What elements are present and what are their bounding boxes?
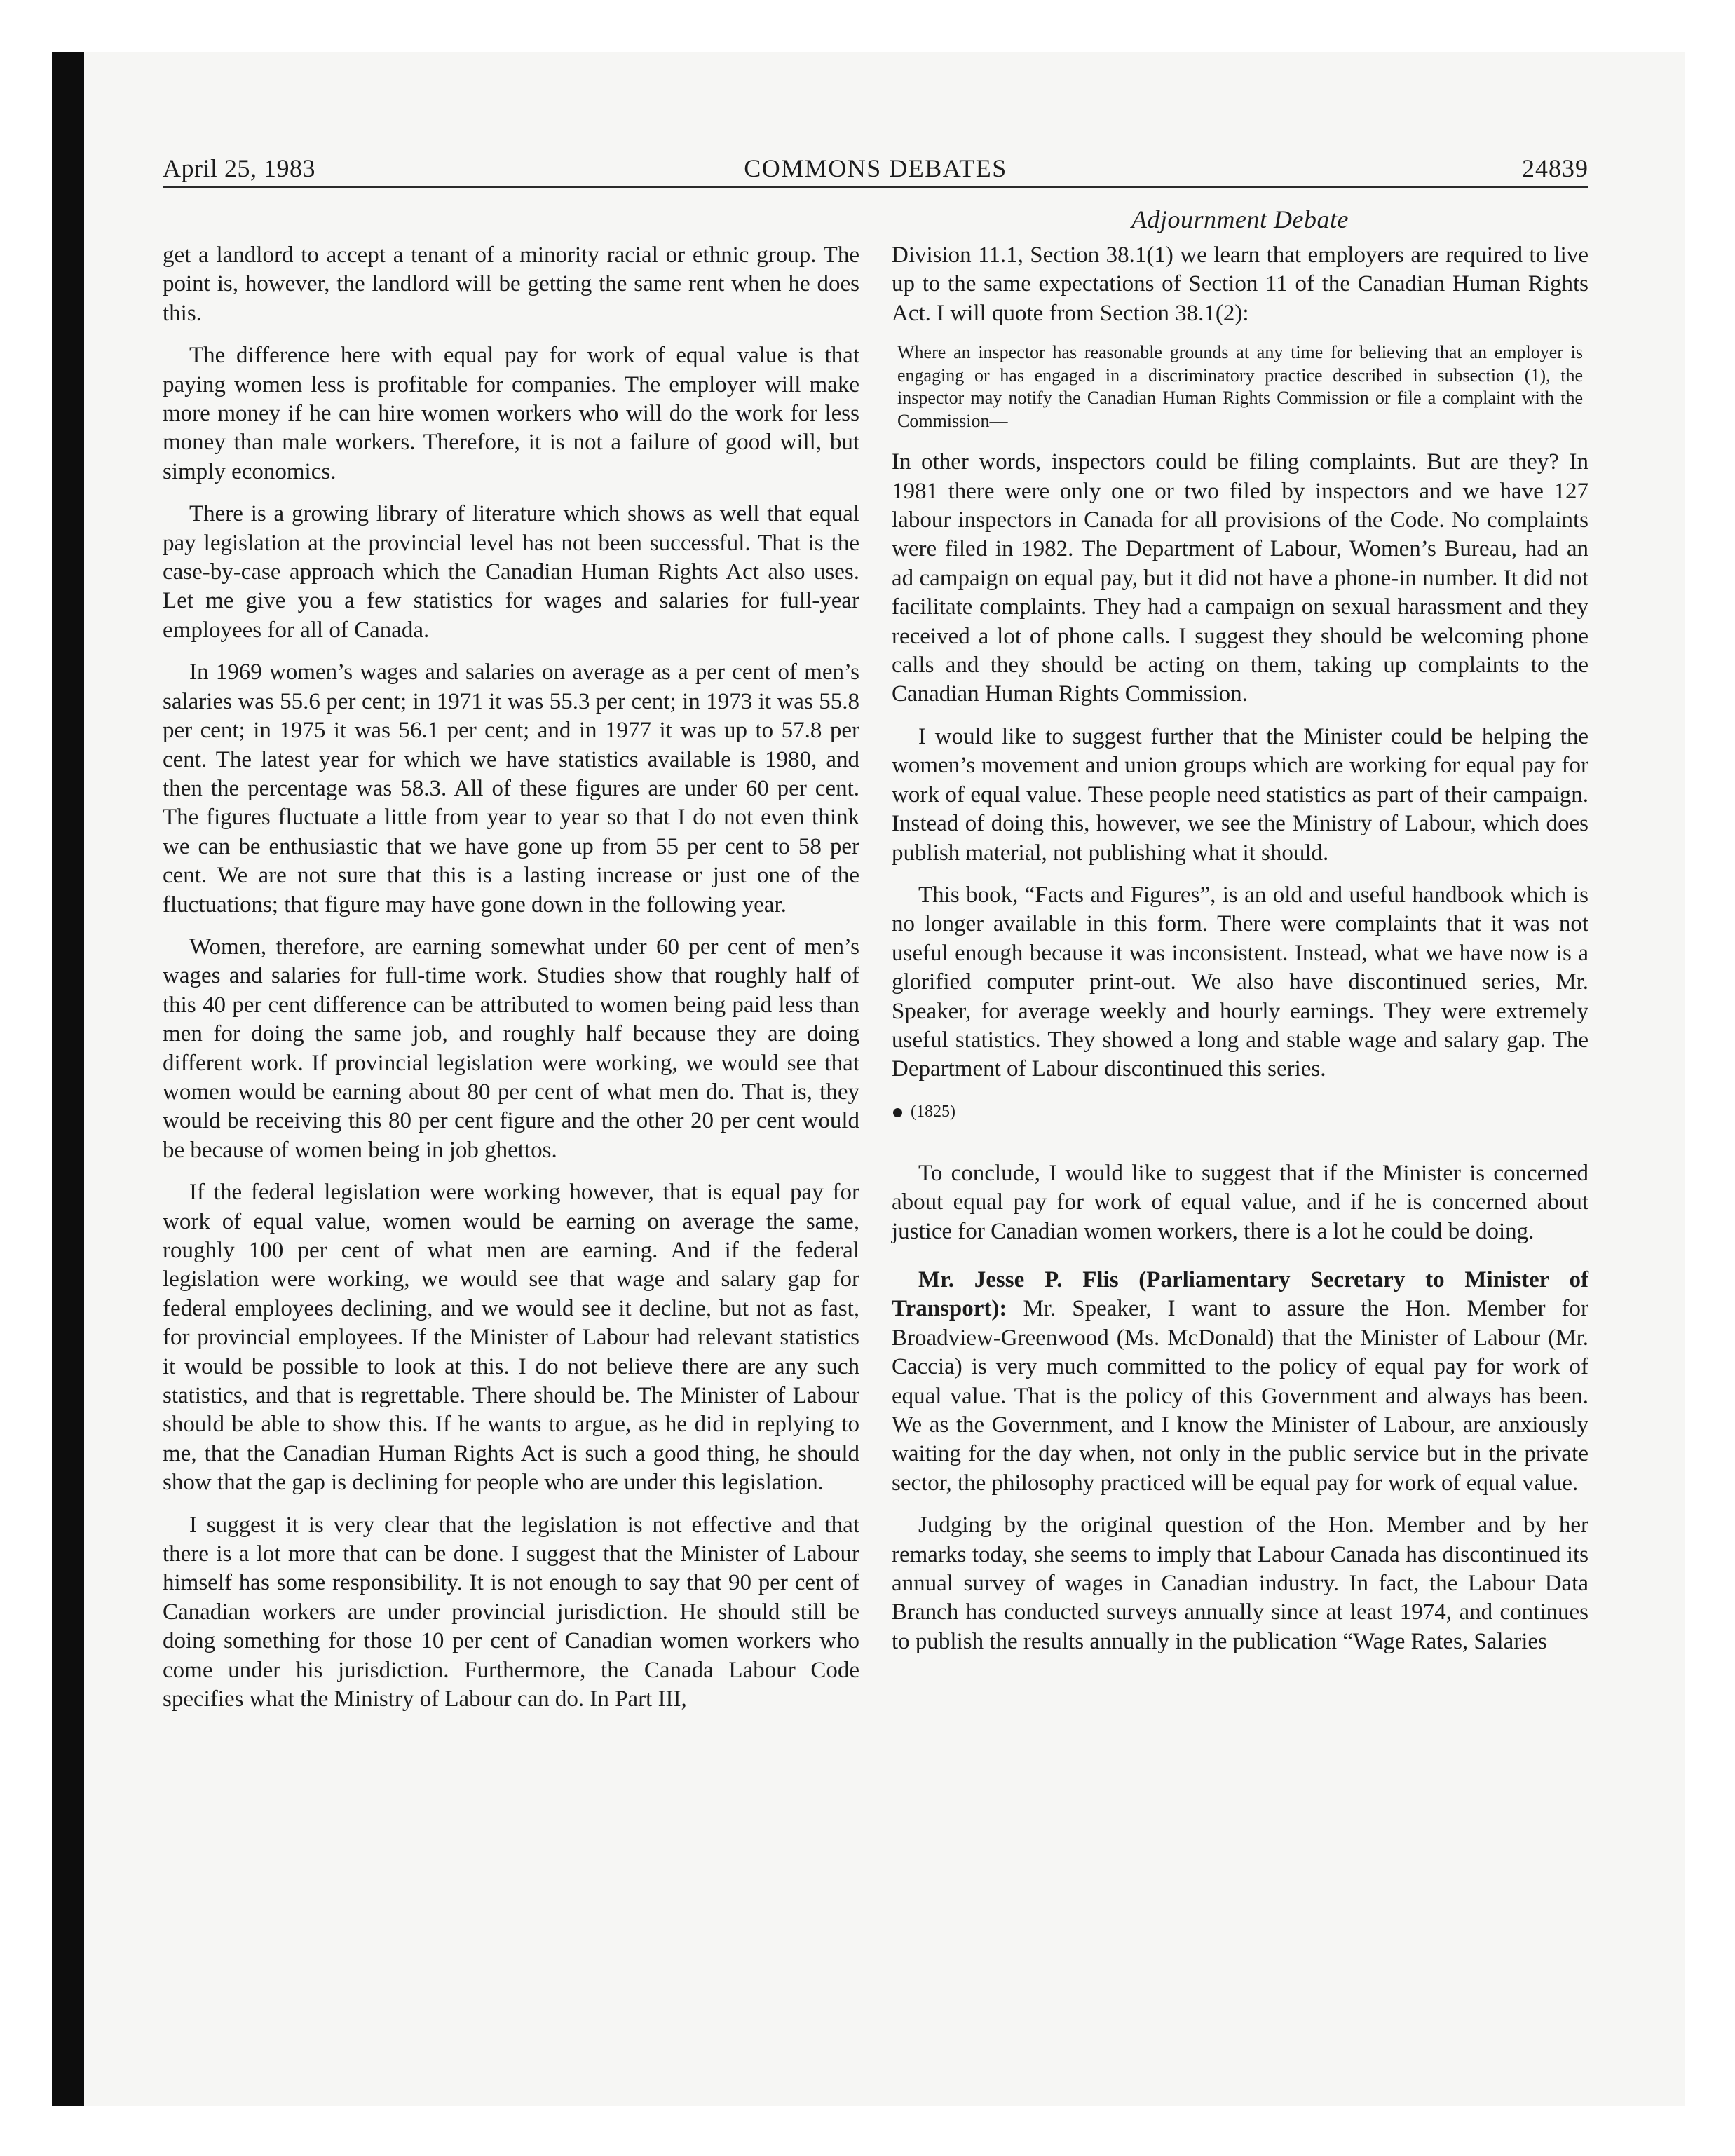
time-marker: [892, 1098, 1588, 1126]
scan-edge-shadow: [52, 52, 84, 2106]
header-title: COMMONS DEBATES: [744, 154, 1007, 182]
paragraph: If the federal legislation were working however, that is equal pay for work of equal value, women would be earning on average the same, roughly 100 per cent of what men are earning. And if the federal legislation were working, we would see that wage and salary gap for federal employees declining, and we would see it decline, but not as fast, for provincial employees. If the Minister of Labour had relevant statistics it would be possible to look at this. I do not believe there are any such statistics, and that is regrettable. There should be. The Minister of Labour should be able to show this. If he wants to argue, as he did in replying to me, that the Canadian Human Rights Act is such a good thing, he should show that the gap is declining for people who are under this legislation.: [163, 1180, 859, 1496]
bullet-icon: [893, 1108, 902, 1117]
paragraph: Women, therefore, are earning somewhat under 60 per cent of men’s wages and salaries for full-time work. Studies show that roughly half of this 40 per cent difference can be attributed to women being paid less than men for doing the same job, and roughly half because they are doing different work. If provincial legislation were working, we would see that women would be earning about 80 per cent of what men do. That is, they would be receiving this 80 per cent figure and the other 20 per cent would be because of women being in job ghettos.: [163, 934, 859, 1163]
paragraph: To conclude, I would like to suggest that if the Minister is concerned about equal pay for work of equal value, and if he is concerned about justice for Canadian women workers, there is a lot he could be doing.: [892, 1160, 1588, 1244]
paragraph: I would like to suggest further that the Minister could be helping the women’s movement and union groups which are working for equal pay for work of equal value. These people need statistics as part of their campaign. Instead of doing this, however, we see the Ministry of Labour, which does publish material, not publishing what it should.: [892, 723, 1588, 866]
paragraph: get a landlord to accept a tenant of a minority racial or ethnic group. The point is, however, the landlord will be getting the same rent when he does this.: [163, 243, 859, 326]
left-column: [163, 241, 859, 1728]
block-quote: Where an inspector has reasonable grounds at any time for believing that an employer is engaging or has engaged in a discriminatory practice described in subsection (1), the inspector may notify the Canadian Human Rights Commission or file a complaint with the Commission—: [897, 342, 1583, 431]
paragraph: Judging by the original question of the Hon. Member and by her remarks today, she seems to imply that Labour Canada has discontinued its annual survey of wages in Canadian industry. In fact, the Labour Data Branch has conducted surveys annually since at least 1974, and continues to publish the results annually in the publication “Wage Rates, Salaries: [892, 1513, 1588, 1654]
speaker-paragraph: [892, 1266, 1588, 1498]
paragraph: Division 11.1, Section 38.1(1) we learn that employers are required to live up to the same expectations of Section 11 of the Canadian Human Rights Act. I will quote from Section 38.1(2):: [892, 243, 1588, 326]
speaker-text: Mr. Speaker, I want to assure the Hon. Member for Broadview-Greenwood (Ms. McDonald) that the Minister of Labour (Mr. Caccia) is very much committed to the policy of equal pay for work of equal value. That is the policy of this Government and always has been. We as the Government, and I know the Minister of Labour, are anxiously waiting for the day when, not only in the public service but in the private sector, the philosophy practiced will be equal pay for work of equal value.: [892, 1296, 1588, 1496]
header-rule: [163, 186, 1588, 188]
paragraph: In 1969 women’s wages and salaries on average as a per cent of men’s salaries was 55.6 per cent; in 1971 it was 55.3 per cent; in 1973 it was 55.8 per cent; in 1975 it was 56.1 per cent; and in 1977 it was up to 57.8 per cent. The latest year for which we have statistics available is 1980, and then the percentage was 58.3. All of these figures are under 60 per cent. The figures fluctuate a little from year to year so that I do not even think we can be enthusiastic that we have gone up from 55 per cent to 58 per cent. We are not sure that this is a lasting increase or just one of the fluctuations; that figure may have gone down in the following year.: [163, 660, 859, 917]
paragraph: I suggest it is very clear that the legislation is not effective and that there is a lot more that can be done. I suggest that the Minister of Labour himself has some responsibility. It is not enough to say that 90 per cent of Canadian workers are under provincial jurisdiction. He should still be doing something for those 10 per cent of Canadian women workers who come under his jurisdiction. Furthermore, the Canada Labour Code specifies what the Ministry of Labour can do. In Part III,: [163, 1512, 859, 1712]
paragraph: In other words, inspectors could be filing complaints. But are they? In 1981 there were only one or two filed by inspectors and we have 127 labour inspectors in Canada for all provisions of the Code. No complaints were filed in 1982. The Department of Labour, Women’s Bureau, had an ad campaign on equal pay, but it did not have a phone-in number. It did not facilitate complaints. They had a campaign on sexual harassment and they received a lot of phone calls. I suggest they should be welcoming phone calls and they should be acting on them, taking up complaints to the Canadian Human Rights Commission.: [892, 449, 1588, 707]
page-header: [163, 150, 1588, 186]
paragraph: There is a growing library of literature which shows as well that equal pay legislation at the provincial level has not been successful. That is the case-by-case approach which the Canadian Human Rights Act also uses. Let me give you a few statistics for wages and salaries for full-year employees for all of Canada.: [163, 501, 859, 643]
paragraph: This book, “Facts and Figures”, is an old and useful handbook which is no longer available in this form. There were complaints that it was not useful enough because it was inconsistent. Instead, what we have now is a glorified computer print-out. We also have discontinued series, Mr. Speaker, for average weekly and hourly earnings. They were extremely useful statistics. They showed a long and stable wage and salary gap. The Department of Labour discontinued this series.: [892, 882, 1588, 1082]
time-marker-label: (1825): [911, 1102, 955, 1121]
speaker-name: Mr. Jesse P. Flis (Parliamentary Secretary to Minister of Transport):: [892, 1267, 1588, 1322]
right-column: [892, 241, 1588, 1670]
paragraph: The difference here with equal pay for work of equal value is that paying women less is profitable for companies. The employer will make more money if he can hire women workers who will do the work for less money than male workers. Therefore, it is not a failure of good will, but simply economics.: [163, 343, 859, 484]
header-page-number: 24839: [1522, 154, 1588, 182]
header-date: April 25, 1983: [163, 154, 315, 182]
section-title: Adjournment Debate: [1131, 205, 1349, 233]
